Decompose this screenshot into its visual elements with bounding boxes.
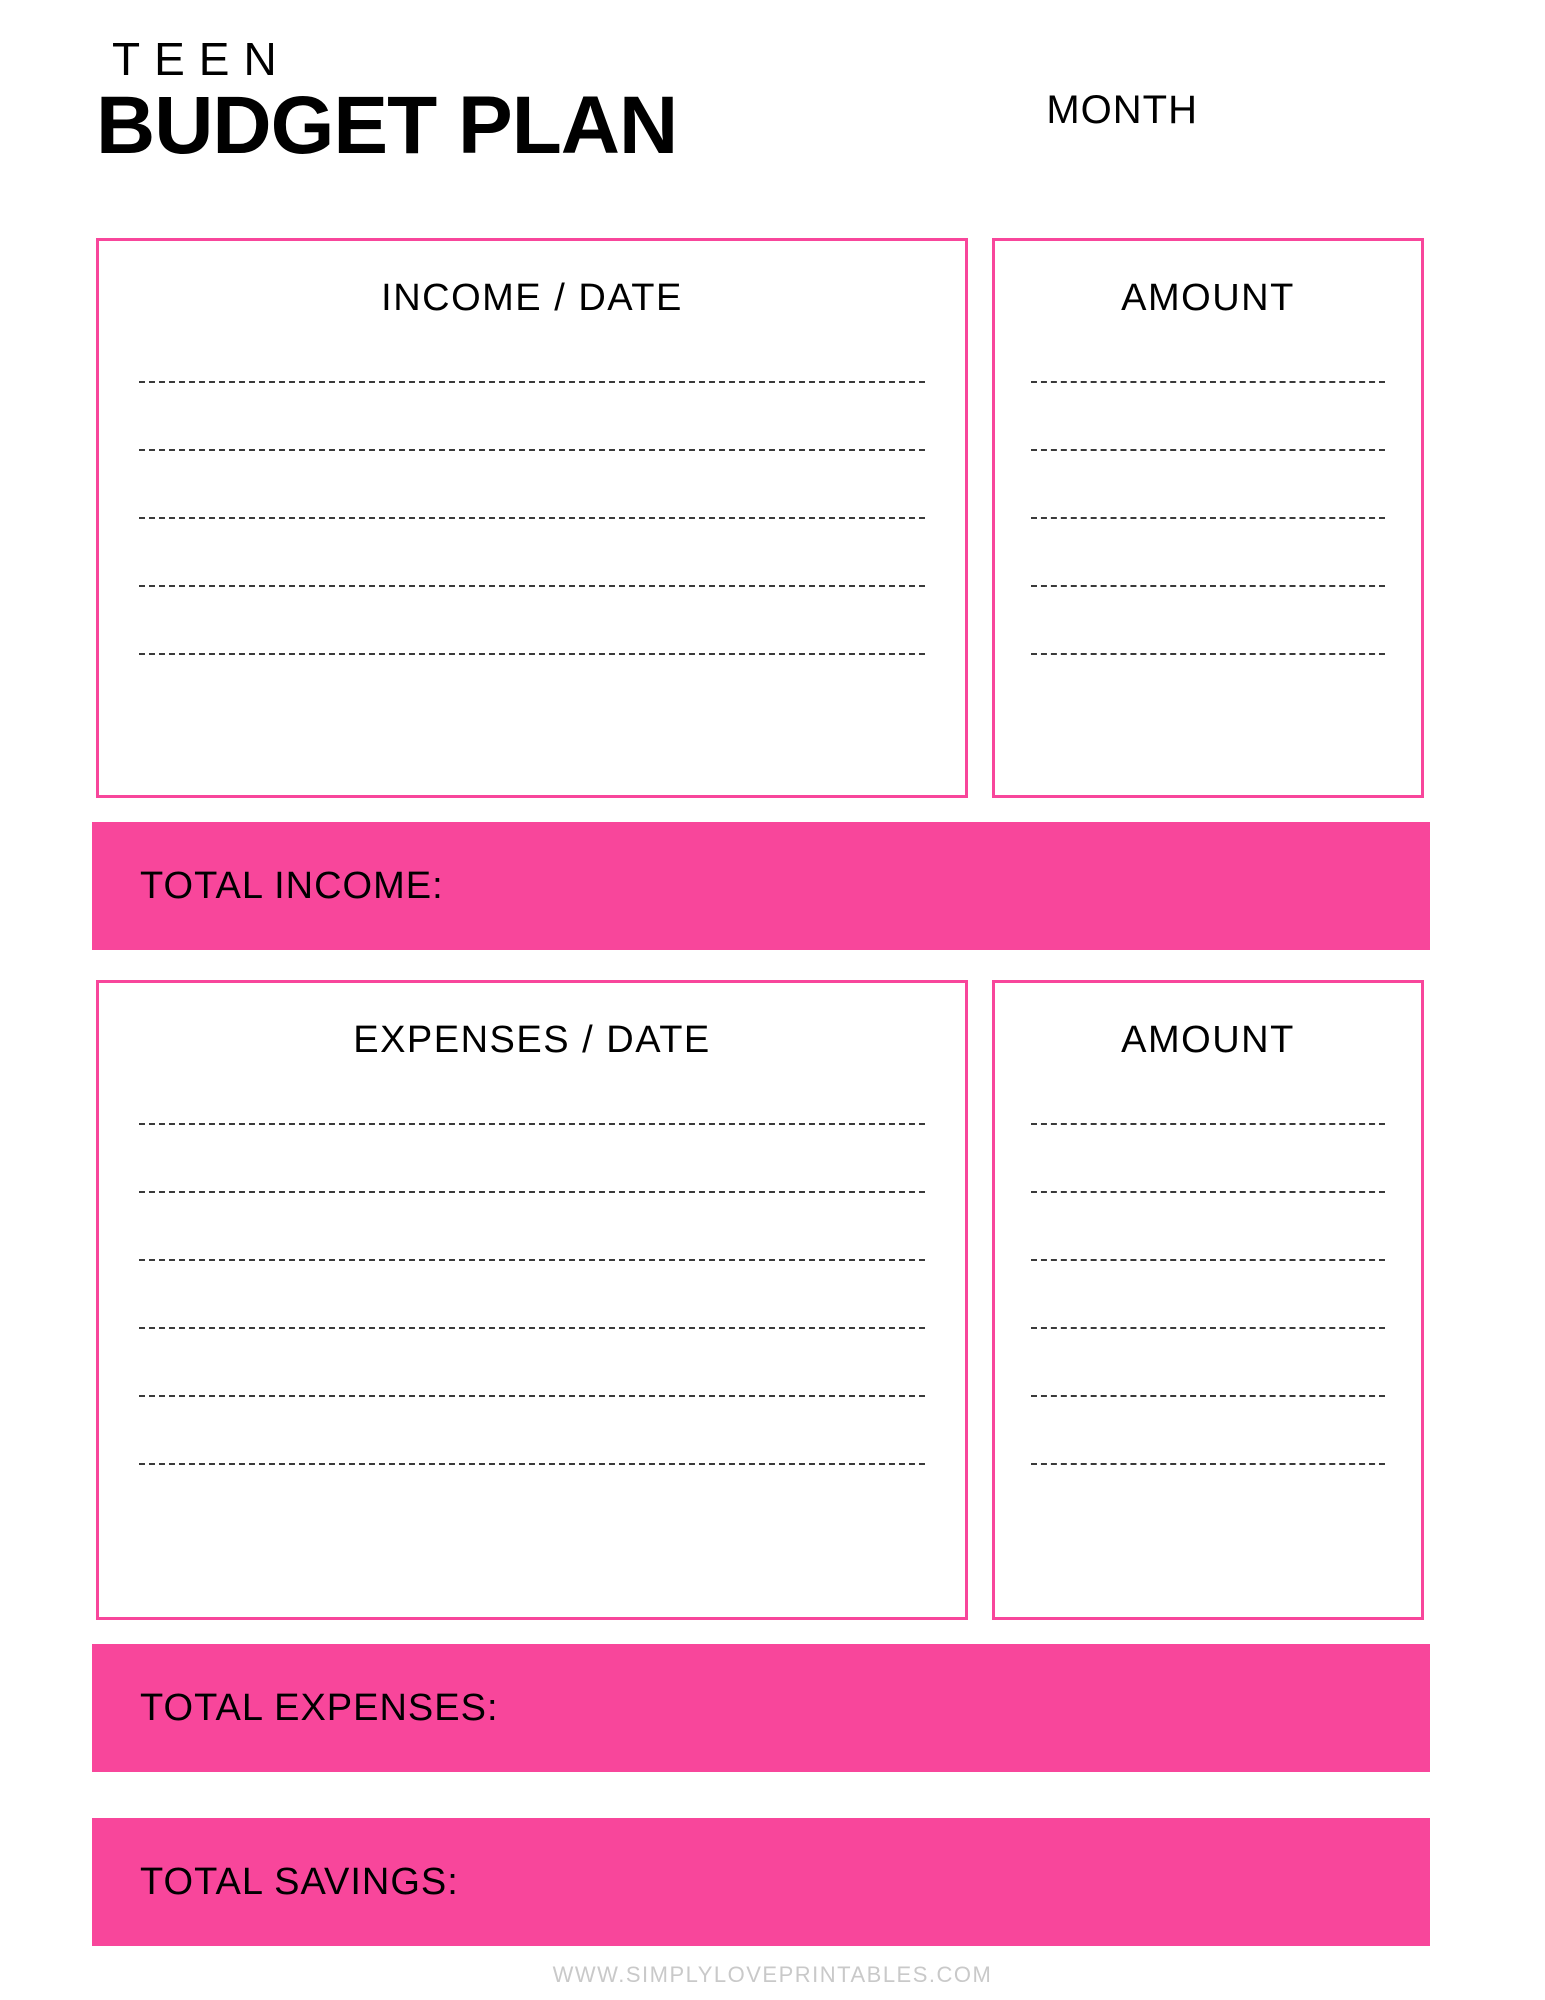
footer-website: WWW.SIMPLYLOVEPRINTABLES.COM <box>552 1962 993 1987</box>
income-line[interactable] <box>139 585 925 587</box>
income-line[interactable] <box>139 449 925 451</box>
expenses-amount-line[interactable] <box>1031 1463 1385 1465</box>
income-line[interactable] <box>139 517 925 519</box>
expenses-entries-box <box>96 980 968 1620</box>
expenses-amount-line[interactable] <box>1031 1123 1385 1125</box>
page-title: BUDGET PLAN <box>96 80 678 171</box>
income-amount-line[interactable] <box>1031 585 1385 587</box>
expenses-line[interactable] <box>139 1123 925 1125</box>
total-income-label: TOTAL INCOME: <box>140 864 444 907</box>
page-header <box>96 33 1456 196</box>
expenses-line[interactable] <box>139 1463 925 1465</box>
income-write-lines[interactable] <box>139 381 925 655</box>
total-savings-label: TOTAL SAVINGS: <box>140 1860 459 1903</box>
expenses-amount-box <box>992 980 1424 1620</box>
title-eyebrow: TEEN <box>112 33 291 85</box>
income-entries-box <box>96 238 968 798</box>
expenses-line[interactable] <box>139 1259 925 1261</box>
total-income-bar[interactable] <box>92 822 1430 950</box>
income-amount-write-lines[interactable] <box>1031 381 1385 655</box>
expenses-write-lines[interactable] <box>139 1123 925 1465</box>
expenses-amount-write-lines[interactable] <box>1031 1123 1385 1465</box>
income-amount-box <box>992 238 1424 798</box>
month-label: MONTH <box>1046 88 1198 132</box>
expenses-heading: EXPENSES / DATE <box>353 1019 711 1061</box>
expenses-amount-line[interactable] <box>1031 1191 1385 1193</box>
expenses-line[interactable] <box>139 1395 925 1397</box>
expenses-amount-line[interactable] <box>1031 1395 1385 1397</box>
expenses-amount-heading: AMOUNT <box>1121 1019 1295 1061</box>
expenses-amount-line[interactable] <box>1031 1327 1385 1329</box>
total-expenses-label: TOTAL EXPENSES: <box>140 1686 499 1729</box>
expenses-line[interactable] <box>139 1327 925 1329</box>
total-savings-bar[interactable] <box>92 1818 1430 1946</box>
income-heading: INCOME / DATE <box>381 277 683 319</box>
income-amount-line[interactable] <box>1031 653 1385 655</box>
income-amount-line[interactable] <box>1031 381 1385 383</box>
total-expenses-bar[interactable] <box>92 1644 1430 1772</box>
expenses-line[interactable] <box>139 1191 925 1193</box>
income-amount-line[interactable] <box>1031 517 1385 519</box>
expenses-amount-line[interactable] <box>1031 1259 1385 1261</box>
income-line[interactable] <box>139 381 925 383</box>
income-line[interactable] <box>139 653 925 655</box>
income-amount-heading: AMOUNT <box>1121 277 1295 319</box>
income-amount-line[interactable] <box>1031 449 1385 451</box>
